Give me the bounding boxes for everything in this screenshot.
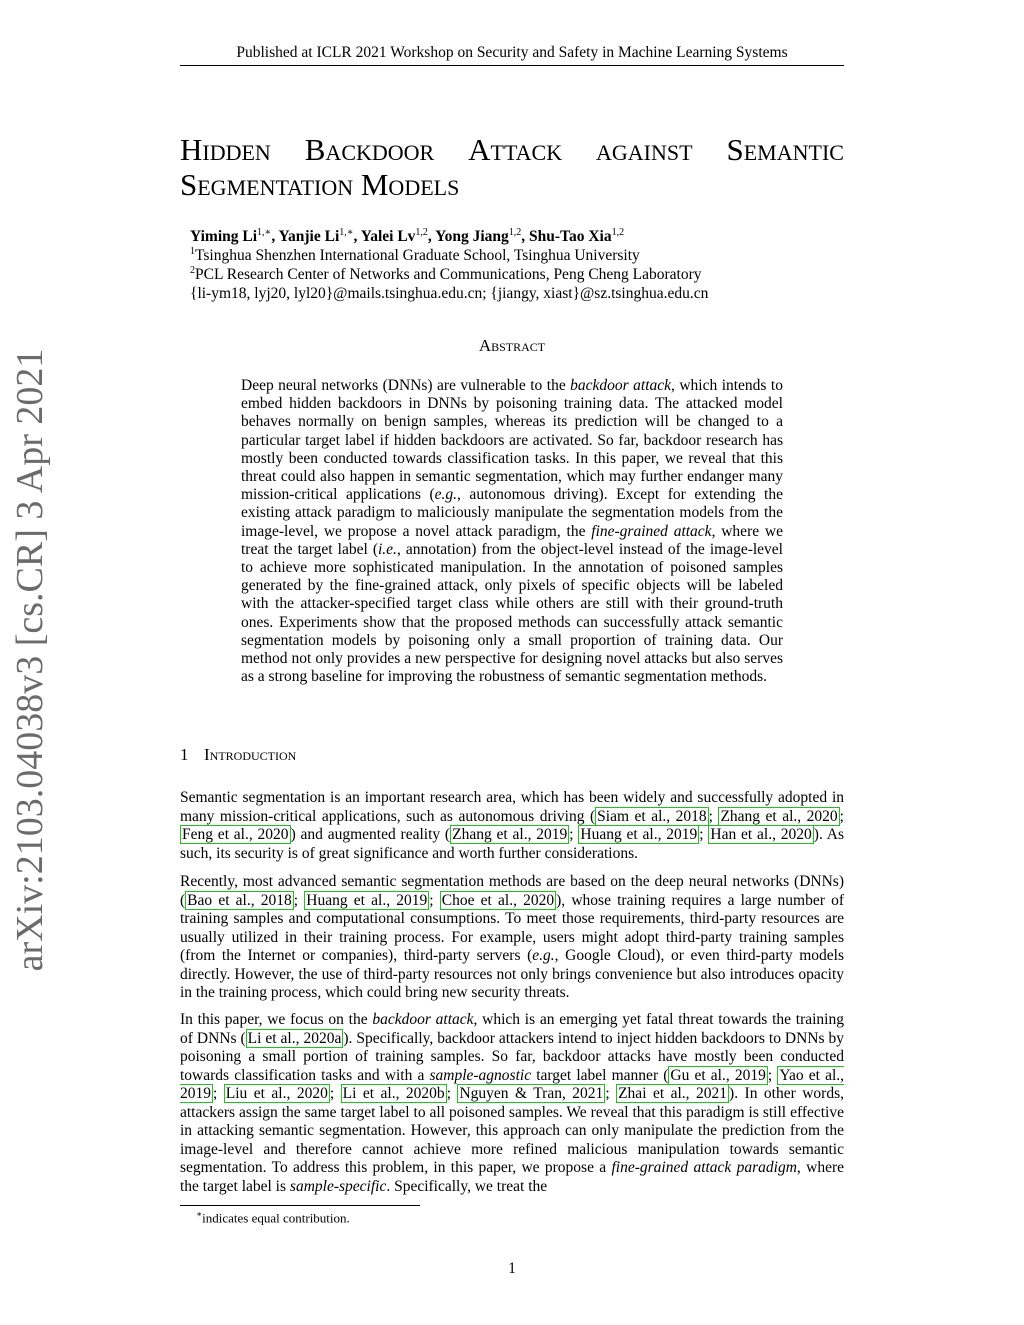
citation-link[interactable]: Zhai et al., 2021 xyxy=(618,1085,728,1102)
author-emails: {li-ym18, lyj20, lyl20}@mails.tsinghua.edu.cn; {jiangy, xiast}@sz.tsinghua.edu.cn xyxy=(190,285,709,302)
title-word: Semantic xyxy=(726,132,844,167)
page-number: 1 xyxy=(508,1260,516,1277)
citation-link[interactable]: Feng et al., 2020 xyxy=(182,826,289,843)
title-line-1 xyxy=(180,132,844,167)
citation-link[interactable]: Huang et al., 2019 xyxy=(306,891,428,909)
citation-link[interactable]: Han et al., 2020 xyxy=(710,826,812,843)
title-word: Attack xyxy=(468,132,563,167)
footnote-rule xyxy=(180,1205,420,1206)
affiliation-text: PCL Research Center of Networks and Communications, Peng Cheng Laboratory xyxy=(195,266,702,284)
section-title: Introduction xyxy=(204,745,297,764)
title-word: Backdoor xyxy=(304,132,435,167)
citation-link[interactable]: Zhang et al., 2020 xyxy=(720,807,838,825)
intro-paragraph-2: Recently, most advanced semantic segmentation methods are based on the deep neural networks (DNNs) ( Bao et al., 2018 ; Huang et al., 2019 ; Choe et al., 2020 ), whose training requires a large number of training samples and computational consumptions. To meet those requirements, third-party resources are usually utilized in their training process. For example, users might adopt third-party training samples (from the Internet or companies), third-party servers (e.g., Google Cloud), or even third-party models directly. However, the use of third-party resources not only brings convenience but also introduces opacity in the training process, which could bring new security threats. xyxy=(180,873,845,1001)
author-name: Shu-Tao Xia xyxy=(529,228,612,246)
citation-link[interactable]: Yao et al., 2019 xyxy=(180,1066,845,1102)
author-affil-mark: 1,2 xyxy=(611,227,625,238)
citation-link[interactable]: Zhang et al., 2019 xyxy=(452,826,568,843)
intro-paragraph-1: Semantic segmentation is an important research area, which has been widely and successfully adopted in many mission-critical applications, such as autonomous driving ( Siam et al., 2018 ; Zhang et al., 2020 ; Feng et al., 2020 ) and augmented reality ( Zhang et al., 2019 ; Huang et al., 2019 ; Han et al., 2020 ). As such, its security is of great significance and worth further considerations. xyxy=(180,789,845,862)
affiliation-1 xyxy=(190,246,640,265)
arxiv-stamp: arXiv:2103.04038v3 [cs.CR] 3 Apr 2021 xyxy=(9,348,51,972)
abstract-heading: Abstract xyxy=(478,336,546,355)
title-word: against xyxy=(596,132,693,167)
paper-title xyxy=(180,132,844,202)
author-affil-mark: 1,∗ xyxy=(339,227,354,238)
affil-mark: 2 xyxy=(190,265,195,276)
author-name: Yanjie Li xyxy=(278,228,340,246)
footnote-mark: ∗ xyxy=(196,1209,203,1219)
citation-link[interactable]: Siam et al., 2018 xyxy=(597,807,707,825)
author-affil-mark: 1,2 xyxy=(508,227,522,238)
author-affil-mark: 1,2 xyxy=(415,227,428,238)
citation-link[interactable]: Li et al., 2020b xyxy=(342,1085,445,1102)
affiliation-2 xyxy=(190,265,702,284)
title-line-2: Segmentation Models xyxy=(180,167,460,202)
author-affil-mark: 1,∗ xyxy=(257,227,272,238)
citation-link[interactable]: Liu et al., 2020 xyxy=(225,1085,328,1102)
section-heading xyxy=(180,745,296,765)
header-rule xyxy=(180,65,844,66)
citation-link[interactable]: Li et al., 2020a xyxy=(247,1029,342,1047)
author-list: Yiming $Li^{1,∗}$, Yanjie $Li^{1,∗}$, Yalei Lv$^{1,2}$, Yong Jiang$^{1,2}$, Shu-Tao Xia$^{1,2}$ xyxy=(190,227,625,246)
footnote-text: indicates equal contribution. xyxy=(202,1210,350,1226)
intro-paragraph-3: In this paper, we focus on the backdoor attack, which is an emerging yet fatal threat towards the training of DNNs ( Li et al., 2020a ). Specifically, backdoor attackers intend to inject hidden backdoors to DNNs by poisoning a small portion of training samples. So far, backdoor attacks have mostly been conducted towards classification tasks and with a sample-agnostic target label manner ( Gu et al., 2019 ; Yao et al., 2019 ; Liu et al., 2020 ; Li et al., 2020b ; Nguyen & Tran, 2021 ; Zhai et al., 2021 ). In other words, attackers assign the same target label to all poisoned samples. We reveal that this paradigm is still effective in attacking semantic segmentation. However, this approach can only manipulate the prediction from the image-level and therefore cannot achieve more refined malicious manipulation towards semantic segmentation. To address this problem, in this paper, we propose a fine-grained attack paradigm, where the target label is sample-specific. Specifically, we treat the xyxy=(180,1011,845,1195)
citation-link[interactable]: Choe et al., 2020 xyxy=(441,891,555,909)
citation-link[interactable]: Gu et al., 2019 xyxy=(670,1066,766,1084)
title-word: Hidden xyxy=(180,132,271,167)
affiliation-text: Tsinghua Shenzhen International Graduate School, Tsinghua University xyxy=(195,247,640,265)
running-header: Published at ICLR 2021 Workshop on Security and Safety in Machine Learning Systems xyxy=(236,44,788,61)
footnote xyxy=(196,1209,350,1226)
author-name: Yalei Lv xyxy=(360,228,416,246)
citation-link[interactable]: Bao et al., 2018 xyxy=(187,891,292,909)
author-name: Yiming Li xyxy=(190,228,258,246)
author-name: Yong Jiang xyxy=(435,228,509,246)
citation-link[interactable]: Nguyen & Tran, 2021 xyxy=(459,1085,604,1102)
abstract-body: Deep neural networks (DNNs) are vulnerable to the backdoor attack, which intends to embed hidden backdoors in DNNs by poisoning training data. The attacked model behaves normally on benign samples, whereas its prediction will be changed to a particular target label if hidden backdoors are activated. So far, backdoor research has mostly been conducted towards classification tasks. In this paper, we reveal that this threat could also happen in semantic segmentation, which may further endanger many mission-critical applications (e.g., autonomous driving). Except for extending the existing attack paradigm to maliciously manipulate the segmentation models from the image-level, we propose a novel attack paradigm, the fine-grained attack, where we treat the target label (i.e., annotation) from the object-level instead of the image-level to achieve more sophisticated manipulation. In the annotation of poisoned samples generated by the fine-grained attack, only pixels of specific objects will be labeled with the attacker-specified target class while others are still with their ground-truth ones. Experiments show that the proposed methods can successfully attack semantic segmentation models by poisoning only a small proportion of training data. Our method not only provides a new perspective for designing novel attacks but also serves as a strong baseline for improving the robustness of semantic segmentation methods. xyxy=(241,377,783,686)
section-number: 1 xyxy=(180,745,189,764)
affil-mark: 1 xyxy=(190,246,195,257)
citation-link[interactable]: Huang et al., 2019 xyxy=(580,826,698,843)
